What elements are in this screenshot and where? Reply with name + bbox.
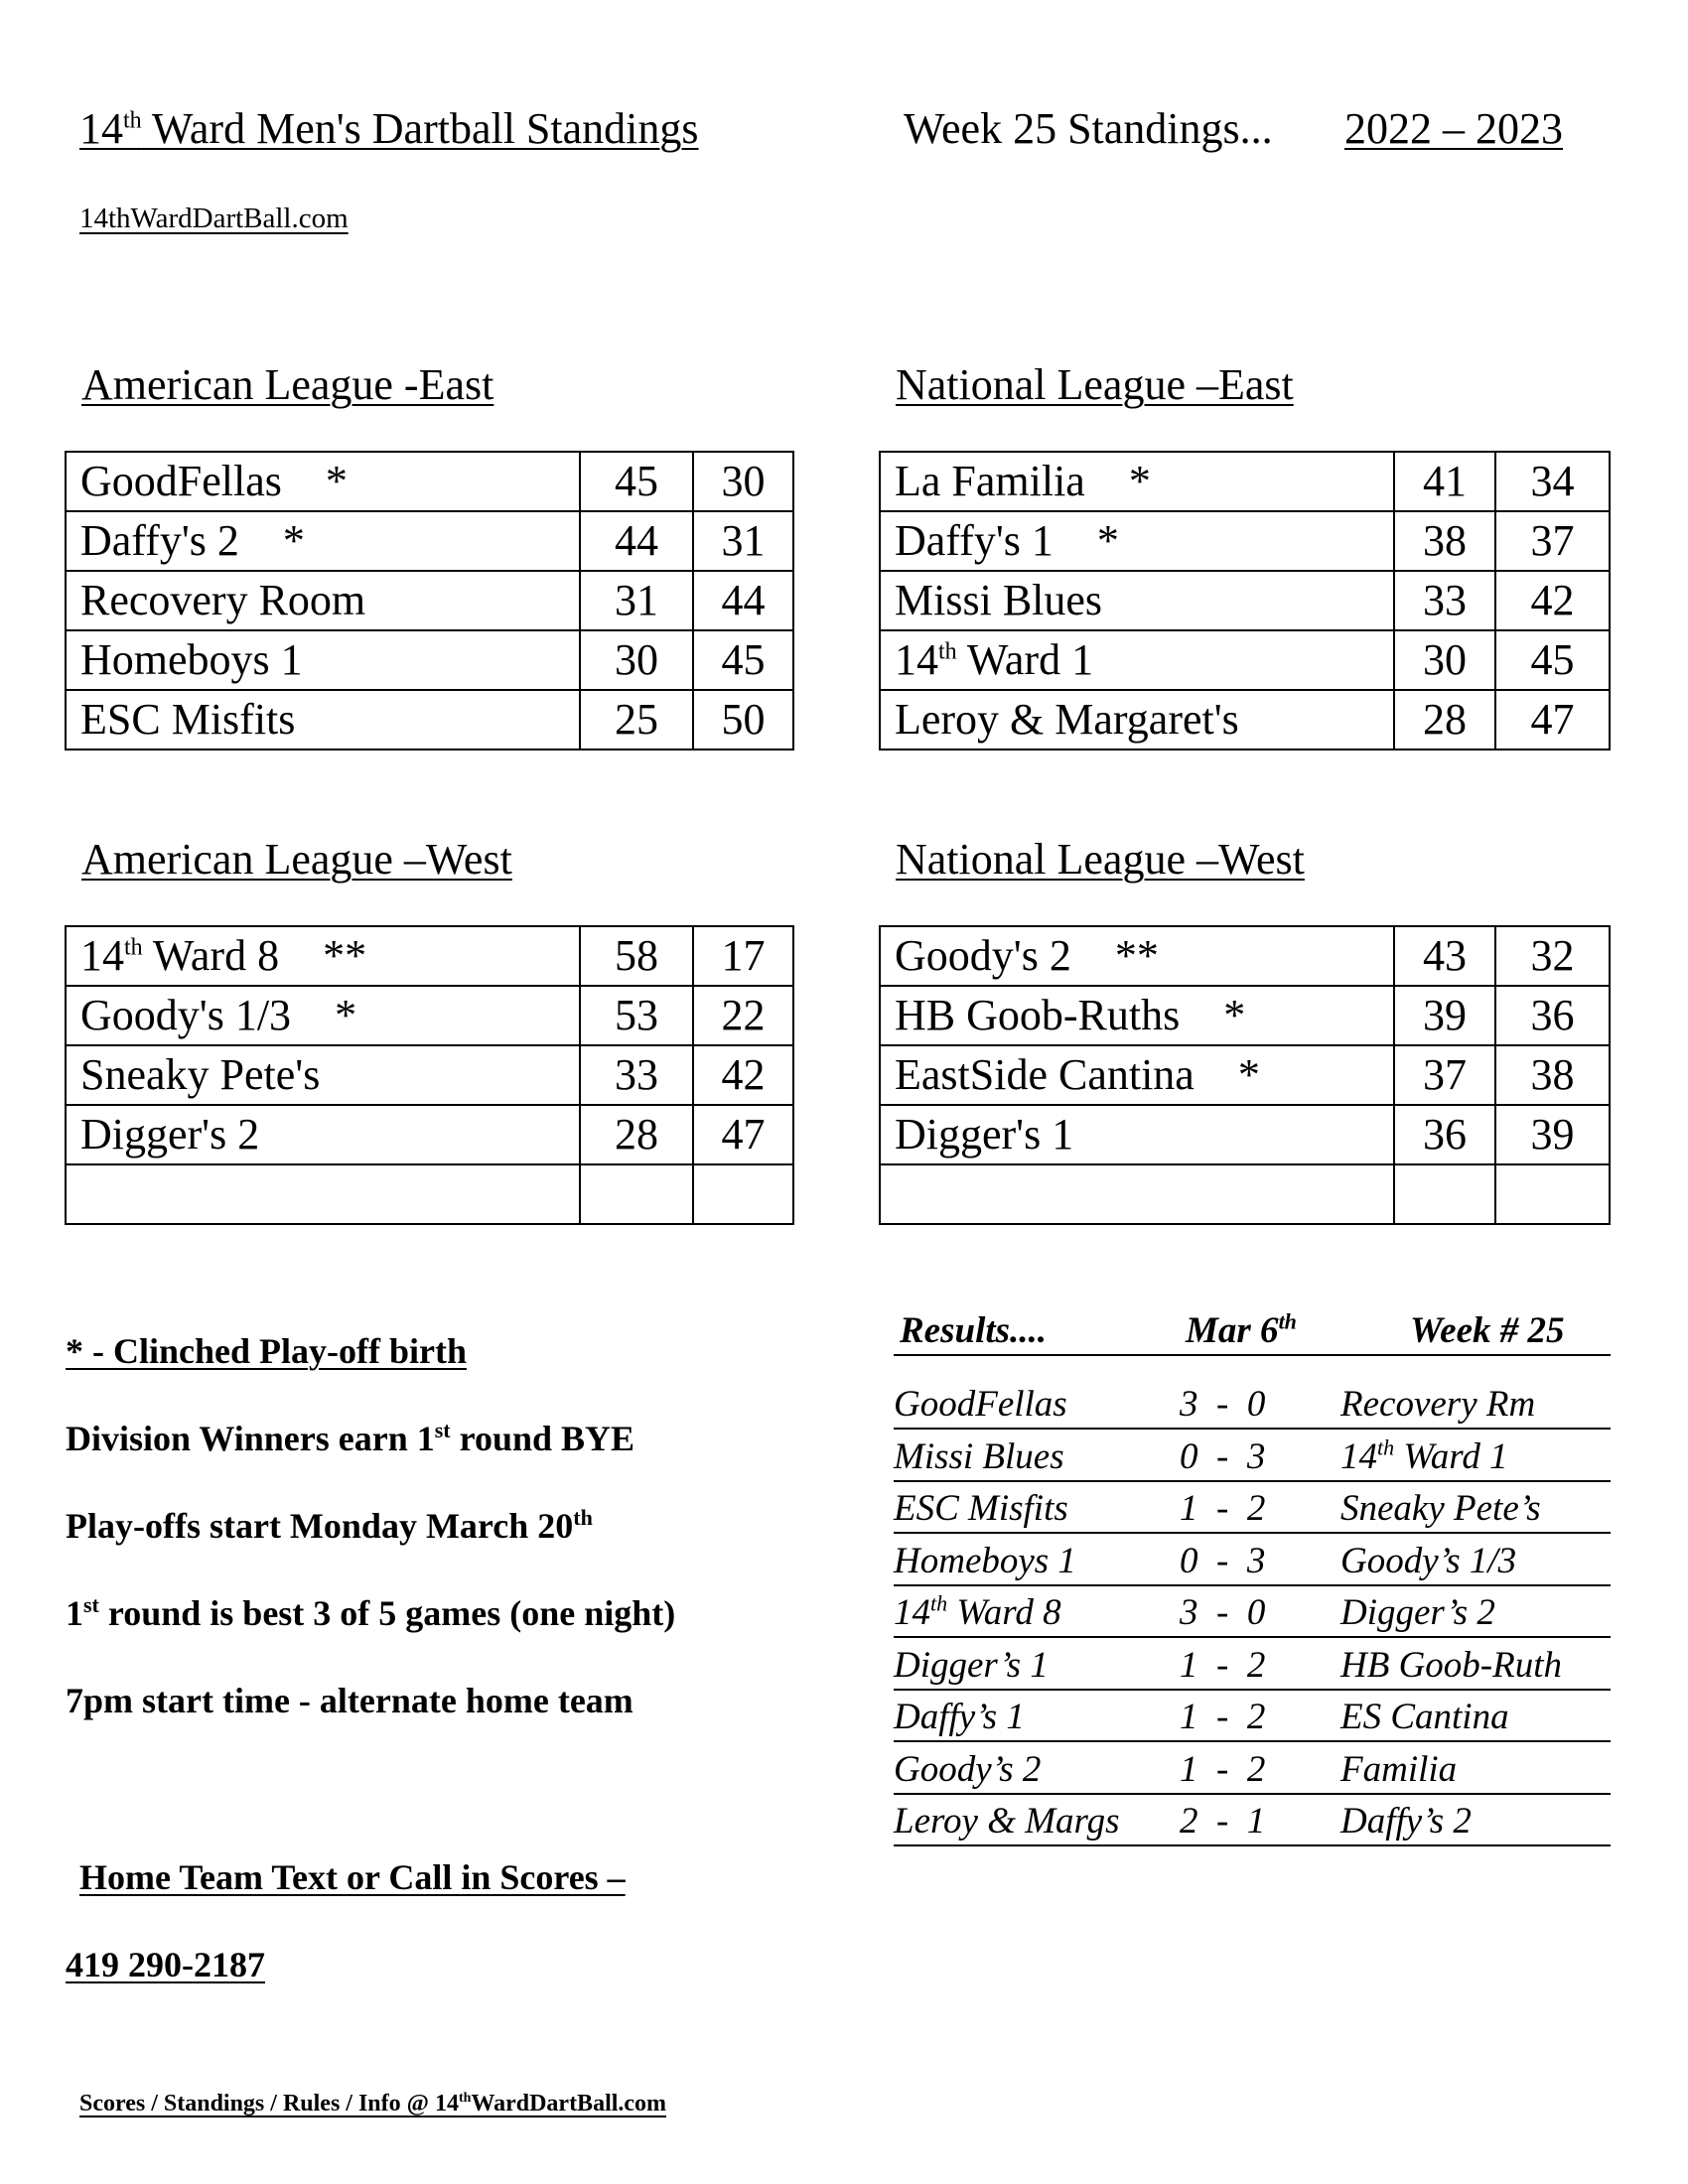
wins-cell: 37 bbox=[1394, 1045, 1495, 1105]
standings-row bbox=[880, 630, 1610, 690]
clinched-mark: ** bbox=[1114, 931, 1159, 980]
clinched-mark: * bbox=[1223, 991, 1246, 1039]
team-name: Missi Blues bbox=[880, 571, 1394, 630]
standings-row bbox=[880, 571, 1610, 630]
standings-row bbox=[880, 1105, 1610, 1164]
losses-cell: 45 bbox=[693, 630, 793, 690]
result-score: 1 - 2 bbox=[1180, 1748, 1266, 1790]
first-round-note: 1st round is best 3 of 5 games (one night) bbox=[66, 1592, 676, 1633]
wins-cell: 43 bbox=[1394, 926, 1495, 986]
phone-number[interactable]: 419 290-2187 bbox=[66, 1945, 265, 1984]
results-header bbox=[894, 1308, 1611, 1356]
losses-cell: 42 bbox=[693, 1045, 793, 1105]
losses-cell: 39 bbox=[1495, 1105, 1610, 1164]
result-row bbox=[894, 1795, 1611, 1846]
team-name: GoodFellas * bbox=[66, 452, 580, 511]
losses-cell: 42 bbox=[1495, 571, 1610, 630]
result-team-1: 14th Ward 8 bbox=[894, 1590, 1061, 1633]
wins-cell: 30 bbox=[1394, 630, 1495, 690]
losses-cell: 44 bbox=[693, 571, 793, 630]
standings-row bbox=[880, 986, 1610, 1045]
wins-cell: 58 bbox=[580, 926, 693, 986]
result-row bbox=[894, 1431, 1611, 1482]
result-team-1: Digger’s 1 bbox=[894, 1644, 1049, 1686]
result-team-1: Missi Blues bbox=[894, 1435, 1064, 1477]
result-team-2: Familia bbox=[1340, 1748, 1458, 1790]
losses-cell bbox=[693, 1164, 793, 1224]
standings-row bbox=[66, 452, 793, 511]
losses-cell: 34 bbox=[1495, 452, 1610, 511]
division-heading-nl-west: National League –West bbox=[896, 835, 1305, 884]
team-name bbox=[66, 1164, 580, 1224]
result-team-1: Daffy’s 1 bbox=[894, 1697, 1025, 1737]
result-team-2: Digger’s 2 bbox=[1340, 1592, 1495, 1633]
standings-table-nl-east bbox=[879, 451, 1611, 751]
team-name: Digger's 1 bbox=[880, 1105, 1394, 1164]
wins-cell: 38 bbox=[1394, 511, 1495, 571]
clinched-mark: * bbox=[325, 457, 348, 505]
losses-cell: 38 bbox=[1495, 1045, 1610, 1105]
result-row bbox=[894, 1378, 1611, 1430]
clinched-mark: * bbox=[1096, 516, 1119, 565]
wins-cell: 53 bbox=[580, 986, 693, 1045]
standings-table-nl-west bbox=[879, 925, 1611, 1225]
standings-row bbox=[66, 630, 793, 690]
result-team-2: Recovery Rm bbox=[1340, 1384, 1536, 1425]
wins-cell: 28 bbox=[580, 1105, 693, 1164]
page-title: 14th Ward Men's Dartball Standings bbox=[79, 104, 699, 153]
result-row bbox=[894, 1639, 1611, 1691]
division-heading-al-east: American League -East bbox=[81, 360, 494, 409]
result-row bbox=[894, 1482, 1611, 1534]
clinched-mark: * bbox=[1237, 1050, 1260, 1099]
standings-row bbox=[66, 1164, 793, 1224]
standings-row bbox=[66, 1045, 793, 1105]
division-heading-al-west: American League –West bbox=[81, 835, 512, 884]
division-winners-note: Division Winners earn 1st round BYE bbox=[66, 1418, 635, 1458]
results-week: Week # 25 bbox=[1410, 1310, 1565, 1351]
wins-cell: 28 bbox=[1394, 690, 1495, 750]
result-score: 2 - 1 bbox=[1180, 1801, 1266, 1842]
team-name: Daffy's 1 * bbox=[880, 511, 1394, 571]
standings-row bbox=[66, 986, 793, 1045]
standings-row bbox=[66, 1105, 793, 1164]
result-score: 3 - 0 bbox=[1180, 1384, 1266, 1425]
team-name: Recovery Room bbox=[66, 571, 580, 630]
result-team-1: Goody’s 2 bbox=[894, 1748, 1042, 1790]
team-name: Homeboys 1 bbox=[66, 630, 580, 690]
standings-row bbox=[66, 690, 793, 750]
team-name: Goody's 1/3 * bbox=[66, 986, 580, 1045]
result-row bbox=[894, 1535, 1611, 1586]
standings-table-al-west bbox=[65, 925, 794, 1225]
losses-cell: 30 bbox=[693, 452, 793, 511]
start-time-note: 7pm start time - alternate home team bbox=[66, 1681, 633, 1720]
results-label: Results.... bbox=[900, 1310, 1048, 1351]
wins-cell: 45 bbox=[580, 452, 693, 511]
team-name: Goody's 2 ** bbox=[880, 926, 1394, 986]
standings-row bbox=[66, 571, 793, 630]
team-name: Leroy & Margaret's bbox=[880, 690, 1394, 750]
standings-row bbox=[880, 511, 1610, 571]
result-row bbox=[894, 1691, 1611, 1742]
result-team-2: Sneaky Pete’s bbox=[1340, 1488, 1541, 1529]
losses-cell: 47 bbox=[1495, 690, 1610, 750]
clinched-mark: * bbox=[282, 516, 305, 565]
results-date: Mar 6th bbox=[1186, 1308, 1297, 1351]
season-label: 2022 – 2023 bbox=[1344, 104, 1563, 153]
clinched-mark: ** bbox=[323, 931, 367, 980]
team-name: Digger's 2 bbox=[66, 1105, 580, 1164]
result-team-2: HB Goob-Ruth bbox=[1340, 1644, 1562, 1686]
team-name: Daffy's 2 * bbox=[66, 511, 580, 571]
result-score: 3 - 0 bbox=[1180, 1592, 1266, 1633]
losses-cell: 32 bbox=[1495, 926, 1610, 986]
wins-cell: 33 bbox=[580, 1045, 693, 1105]
result-team-2: Daffy’s 2 bbox=[1340, 1801, 1472, 1842]
losses-cell: 36 bbox=[1495, 986, 1610, 1045]
result-team-1: GoodFellas bbox=[894, 1384, 1067, 1425]
standings-row bbox=[66, 926, 793, 986]
losses-cell: 50 bbox=[693, 690, 793, 750]
wins-cell: 33 bbox=[1394, 571, 1495, 630]
clinched-mark: * bbox=[1128, 457, 1151, 505]
standings-row bbox=[66, 511, 793, 571]
result-team-1: Leroy & Margs bbox=[894, 1801, 1120, 1842]
team-name: La Familia * bbox=[880, 452, 1394, 511]
standings-row bbox=[880, 452, 1610, 511]
wins-cell: 25 bbox=[580, 690, 693, 750]
losses-cell: 17 bbox=[693, 926, 793, 986]
standings-row bbox=[880, 690, 1610, 750]
wins-cell: 39 bbox=[1394, 986, 1495, 1045]
losses-cell: 37 bbox=[1495, 511, 1610, 571]
result-team-2: ES Cantina bbox=[1340, 1697, 1509, 1737]
team-name: ESC Misfits bbox=[66, 690, 580, 750]
week-label: Week 25 Standings... bbox=[904, 104, 1273, 153]
losses-cell: 22 bbox=[693, 986, 793, 1045]
team-name: HB Goob-Ruths * bbox=[880, 986, 1394, 1045]
result-team-2: 14th Ward 1 bbox=[1340, 1434, 1508, 1477]
playoffs-start-note: Play-offs start Monday March 20th bbox=[66, 1505, 593, 1546]
result-row bbox=[894, 1743, 1611, 1795]
clinched-note: * - Clinched Play-off birth bbox=[66, 1331, 467, 1371]
team-name bbox=[880, 1164, 1394, 1224]
losses-cell: 45 bbox=[1495, 630, 1610, 690]
standings-row bbox=[880, 1045, 1610, 1105]
team-name: 14th Ward 1 bbox=[880, 630, 1394, 690]
team-name: EastSide Cantina * bbox=[880, 1045, 1394, 1105]
result-score: 1 - 2 bbox=[1180, 1644, 1266, 1686]
wins-cell: 30 bbox=[580, 630, 693, 690]
standings-row bbox=[880, 1164, 1610, 1224]
wins-cell: 41 bbox=[1394, 452, 1495, 511]
team-name: Sneaky Pete's bbox=[66, 1045, 580, 1105]
result-team-1: ESC Misfits bbox=[894, 1488, 1068, 1529]
wins-cell bbox=[580, 1164, 693, 1224]
team-name: 14th Ward 8 ** bbox=[66, 926, 580, 986]
losses-cell: 47 bbox=[693, 1105, 793, 1164]
footer-links: Scores / Standings / Rules / Info @ 14thWardDartBall.com bbox=[79, 2091, 667, 2116]
result-score: 0 - 3 bbox=[1180, 1435, 1266, 1477]
result-row bbox=[894, 1586, 1611, 1638]
division-heading-nl-east: National League –East bbox=[896, 360, 1294, 409]
result-team-2: Goody’s 1/3 bbox=[1340, 1540, 1517, 1581]
home-team-note: Home Team Text or Call in Scores – bbox=[79, 1857, 626, 1897]
result-team-1: Homeboys 1 bbox=[894, 1540, 1076, 1581]
wins-cell: 36 bbox=[1394, 1105, 1495, 1164]
website-link[interactable]: 14thWardDartBall.com bbox=[79, 203, 349, 234]
losses-cell bbox=[1495, 1164, 1610, 1224]
standings-row bbox=[880, 926, 1610, 986]
losses-cell: 31 bbox=[693, 511, 793, 571]
result-score: 1 - 2 bbox=[1180, 1488, 1266, 1529]
wins-cell: 44 bbox=[580, 511, 693, 571]
standings-table-al-east bbox=[65, 451, 794, 751]
wins-cell bbox=[1394, 1164, 1495, 1224]
result-score: 0 - 3 bbox=[1180, 1540, 1266, 1581]
clinched-mark: * bbox=[335, 991, 357, 1039]
result-score: 1 - 2 bbox=[1180, 1697, 1266, 1737]
wins-cell: 31 bbox=[580, 571, 693, 630]
